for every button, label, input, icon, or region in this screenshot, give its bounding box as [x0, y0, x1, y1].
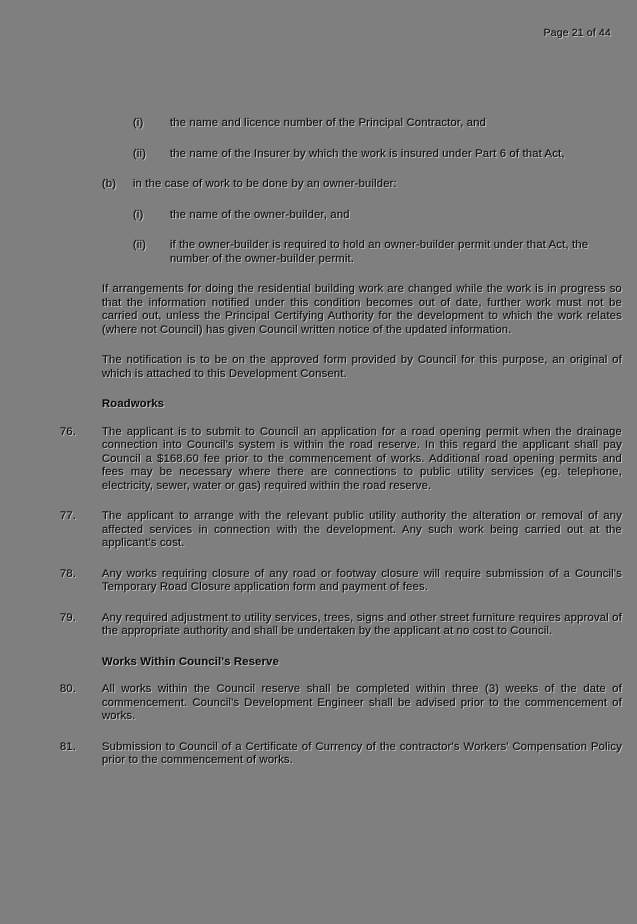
condition-text: Submission to Council of a Certificate of Currency of the contractor's Workers' Compensation Policy prior to the commencement of works.: [102, 740, 622, 766]
list-marker: (ii): [133, 147, 147, 160]
condition-number: 77.: [60, 510, 77, 522]
list-marker: (i): [133, 117, 144, 129]
condition-text: All works within the Council reserve shall be completed within three (3) weeks of the date of commencement. Council's Development Engineer shall be advised prior to the commencement of works.: [102, 683, 622, 722]
condition-item: [60, 568, 622, 595]
list-item: [133, 209, 622, 223]
condition-item: [60, 426, 622, 494]
list-marker: (ii): [133, 239, 147, 251]
condition-number: 80.: [60, 683, 77, 695]
list-item-text: the name and licence number of the Principal Contractor, and: [170, 117, 487, 129]
paragraph: If arrangements for doing the residential building work are changed while the work is in progress so that the information notified under this condition becomes out of date, further work must not be carried out, unless the Principal Certifying Authority for the development to which the work relates (where not Council) has given Council written notice of the updated information.: [102, 283, 622, 336]
list-marker: (i): [133, 208, 144, 221]
condition-text: The applicant to arrange with the relevant public utility authority the alteration or removal of any affected services in connection with the development. Any such work being carried out at the applicant's cost.: [102, 510, 622, 549]
condition-number: 79.: [60, 611, 77, 624]
condition-item: [60, 741, 622, 768]
condition-number: 81.: [60, 740, 77, 753]
list-item-text: the name of the Insurer by which the work is insured under Part 6 of that Act,: [170, 147, 565, 160]
list-item: [102, 178, 622, 192]
page-number: Page 21 of 44: [543, 27, 611, 39]
condition-item: [60, 510, 622, 551]
condition-item: [60, 612, 622, 639]
list-item-text: in the case of work to be done by an owner-builder:: [133, 178, 397, 190]
list-item-text: the name of the owner-builder, and: [170, 208, 350, 221]
condition-number: 78.: [60, 567, 77, 580]
document-content: [60, 117, 622, 785]
list-item: [133, 239, 622, 266]
condition-number: 76.: [60, 425, 77, 438]
condition-item: [60, 683, 622, 724]
section-heading-roadworks: Roadworks: [102, 398, 165, 410]
list-item: [133, 117, 622, 131]
list-marker: (b): [102, 178, 117, 190]
condition-text: Any works requiring closure of any road or footway closure will require submission of a Council's Temporary Road Closure application form and payment of fees.: [102, 567, 622, 593]
section-heading-works-within-councils-reserve: Works Within Council's Reserve: [102, 655, 279, 668]
paragraph: The notification is to be on the approved form provided by Council for this purpose, an original of which is attached to this Development Consent.: [102, 354, 622, 380]
list-item-text: if the owner-builder is required to hold an owner-builder permit under that Act, the number of the owner-builder permit.: [170, 239, 589, 265]
condition-text: Any required adjustment to utility services, trees, signs and other street furniture requires approval of the appropriate authority and shall be undertaken by the applicant at no cost to Council.: [102, 611, 622, 637]
list-item: [133, 148, 622, 162]
condition-text: The applicant is to submit to Council an application for a road opening permit when the drainage connection into Council's system is within the road reserve. In this regard the applicant shall pay Council a $168.60 fee prior to the commencement of works. Additional road opening permits and fees may be necessary where there are connections to public utility services (eg. telephone, electricity, sewer, water or gas) required within the road reserve.: [102, 425, 622, 492]
